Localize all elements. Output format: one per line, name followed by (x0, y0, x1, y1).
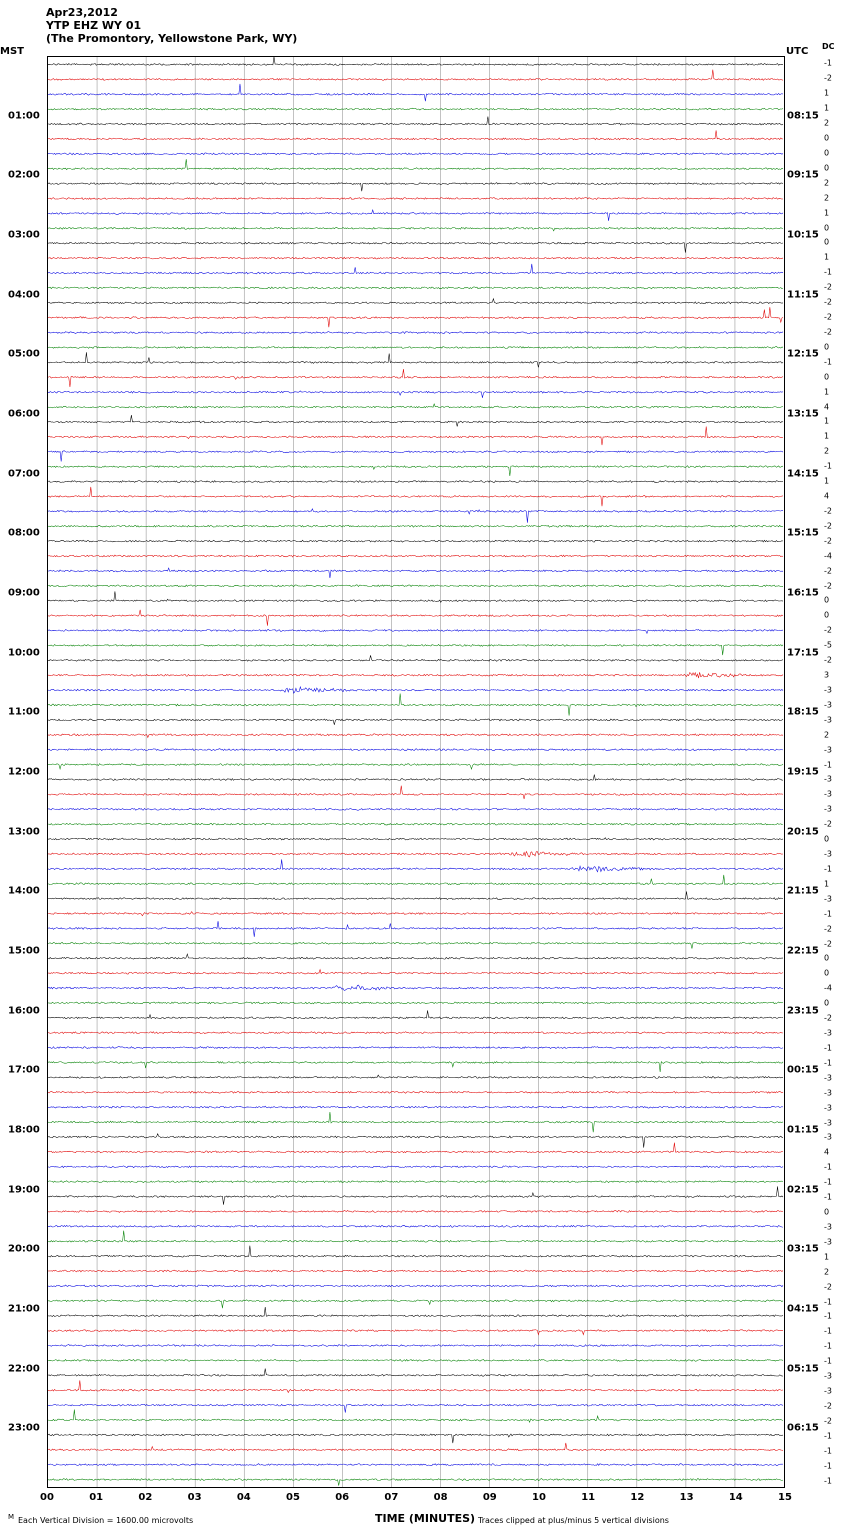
dc-value: -3 (824, 894, 832, 904)
time-tick-mst: 12:00 (8, 766, 40, 778)
dc-value: 0 (824, 953, 830, 963)
time-tick-utc: 08:15 (787, 110, 819, 122)
dc-value: 1 (824, 1252, 830, 1262)
x-tick-label: 02 (138, 1492, 153, 1503)
trace-layer (48, 57, 784, 1487)
time-tick-utc: 04:15 (787, 1303, 819, 1315)
dc-value: -1 (824, 1058, 832, 1068)
time-tick-utc: 18:15 (787, 706, 819, 718)
dc-value: -4 (824, 551, 832, 561)
time-tick-mst: 05:00 (8, 348, 40, 360)
dc-value: -2 (824, 581, 832, 591)
time-tick-mst: 19:00 (8, 1184, 40, 1196)
dc-value: -1 (824, 1162, 832, 1172)
dc-value: 1 (824, 416, 830, 426)
time-tick-mst: 17:00 (8, 1064, 40, 1076)
time-tick-mst: 14:00 (8, 885, 40, 897)
x-tick-label: 00 (40, 1492, 54, 1503)
x-tick-label: 14 (728, 1492, 743, 1503)
microvolt-symbol: M (8, 1513, 15, 1521)
dc-value: -1 (824, 1356, 832, 1366)
x-tick-label: 12 (630, 1492, 645, 1503)
x-tick-label: 03 (187, 1492, 202, 1503)
dc-value: 0 (824, 1207, 830, 1217)
dc-value: 0 (824, 237, 830, 247)
x-tick-label: 13 (679, 1492, 694, 1503)
time-tick-utc: 13:15 (787, 408, 819, 420)
time-tick-utc: 21:15 (787, 885, 819, 897)
chart-header (46, 6, 297, 45)
dc-value: -2 (824, 521, 832, 531)
time-tick-mst: 20:00 (8, 1243, 40, 1255)
time-tick-mst: 02:00 (8, 169, 40, 181)
time-tick-utc: 10:15 (787, 229, 819, 241)
dc-value: -2 (824, 297, 832, 307)
time-tick-mst: 15:00 (8, 945, 40, 957)
dc-value: -1 (824, 1326, 832, 1336)
dc-value: -1 (824, 1311, 832, 1321)
dc-value: -3 (824, 1088, 832, 1098)
time-tick-utc: 11:15 (787, 289, 819, 301)
dc-value: 0 (824, 610, 830, 620)
dc-value: -1 (824, 267, 832, 277)
x-tick-label: 04 (236, 1492, 251, 1503)
time-tick-utc: 00:15 (787, 1064, 819, 1076)
dc-value: -3 (824, 849, 832, 859)
dc-value: 2 (824, 178, 830, 188)
footer-clip-note: Traces clipped at plus/minus 5 vertical divisions (478, 1516, 669, 1525)
dc-value: -3 (824, 700, 832, 710)
dc-value: 2 (824, 1267, 830, 1277)
dc-value: -3 (824, 1028, 832, 1038)
time-tick-mst: 01:00 (8, 110, 40, 122)
dc-value: 0 (824, 372, 830, 382)
dc-value: -2 (824, 924, 832, 934)
dc-value: -3 (824, 804, 832, 814)
dc-value: -1 (824, 1297, 832, 1307)
dc-value: -1 (824, 1476, 832, 1486)
dc-value: -2 (824, 312, 832, 322)
header-location: (The Promontory, Yellowstone Park, WY) (46, 32, 298, 45)
dc-value: 1 (824, 88, 830, 98)
x-tick-label: 09 (482, 1492, 497, 1503)
time-tick-utc: 05:15 (787, 1363, 819, 1375)
dc-value: -1 (824, 909, 832, 919)
time-tick-utc: 16:15 (787, 587, 819, 599)
time-tick-mst: 10:00 (8, 647, 40, 659)
time-tick-utc: 22:15 (787, 945, 819, 957)
dc-value: 0 (824, 163, 830, 173)
dc-value: 0 (824, 133, 830, 143)
dc-value: -3 (824, 1222, 832, 1232)
x-tick-label: 07 (384, 1492, 399, 1503)
dc-value: -3 (824, 1073, 832, 1083)
dc-value: -2 (824, 1401, 832, 1411)
dc-value: 0 (824, 595, 830, 605)
dc-value: 1 (824, 431, 830, 441)
time-tick-mst: 11:00 (8, 706, 40, 718)
dc-value: 1 (824, 476, 830, 486)
time-tick-utc: 23:15 (787, 1005, 819, 1017)
time-tick-mst: 04:00 (8, 289, 40, 301)
time-tick-mst: 21:00 (8, 1303, 40, 1315)
x-tick-label: 11 (581, 1492, 596, 1503)
dc-value: -3 (824, 1118, 832, 1128)
dc-value: 2 (824, 118, 830, 128)
dc-value: 0 (824, 223, 830, 233)
time-tick-utc: 09:15 (787, 169, 819, 181)
dc-value: 2 (824, 193, 830, 203)
footer-x-title: TIME (MINUTES) (375, 1512, 476, 1525)
dc-value: 2 (824, 730, 830, 740)
dc-value: -3 (824, 685, 832, 695)
dc-value: -3 (824, 1386, 832, 1396)
time-tick-utc: 03:15 (787, 1243, 819, 1255)
header-date: Apr23,2012 (46, 6, 118, 19)
x-tick-label: 10 (532, 1492, 546, 1503)
dc-value: -1 (824, 58, 832, 68)
time-tick-utc: 02:15 (787, 1184, 819, 1196)
dc-value: -3 (824, 1132, 832, 1142)
dc-value: 1 (824, 387, 830, 397)
dc-value: -2 (824, 506, 832, 516)
x-tick-label: 05 (286, 1492, 300, 1503)
time-tick-utc: 14:15 (787, 468, 819, 480)
dc-value: 2 (824, 446, 830, 456)
x-tick-label: 06 (335, 1492, 350, 1503)
dc-value: 1 (824, 252, 830, 262)
axis-label-mst: MST (0, 46, 24, 57)
dc-value: 0 (824, 968, 830, 978)
dc-value: -2 (824, 939, 832, 949)
dc-value: 1 (824, 208, 830, 218)
dc-value: -2 (824, 327, 832, 337)
dc-value: 4 (824, 491, 830, 501)
dc-value: 0 (824, 834, 830, 844)
dc-value: 1 (824, 879, 830, 889)
dc-value: 0 (824, 998, 830, 1008)
dc-value: -1 (824, 357, 832, 367)
time-tick-mst: 18:00 (8, 1124, 40, 1136)
dc-value: -2 (824, 73, 832, 83)
x-tick-label: 08 (433, 1492, 448, 1503)
dc-value: -1 (824, 1446, 832, 1456)
dc-value: -3 (824, 715, 832, 725)
dc-value: -2 (824, 625, 832, 635)
dc-value: -3 (824, 789, 832, 799)
dc-value: -1 (824, 1043, 832, 1053)
time-tick-utc: 12:15 (787, 348, 819, 360)
dc-value: -1 (824, 461, 832, 471)
dc-value: -2 (824, 536, 832, 546)
dc-value: -1 (824, 1431, 832, 1441)
dc-value: -1 (824, 1461, 832, 1471)
time-tick-mst: 06:00 (8, 408, 40, 420)
dc-value: -2 (824, 1013, 832, 1023)
dc-value: -3 (824, 774, 832, 784)
dc-value: 3 (824, 670, 830, 680)
time-tick-mst: 23:00 (8, 1422, 40, 1434)
x-tick-label: 01 (89, 1492, 104, 1503)
time-tick-mst: 07:00 (8, 468, 40, 480)
dc-value: -2 (824, 282, 832, 292)
dc-value: 4 (824, 1147, 830, 1157)
dc-value: -3 (824, 745, 832, 755)
time-tick-utc: 15:15 (787, 527, 819, 539)
dc-value: -4 (824, 983, 832, 993)
dc-value: -5 (824, 640, 832, 650)
dc-value: -2 (824, 1416, 832, 1426)
dc-value: -3 (824, 1103, 832, 1113)
time-tick-mst: 13:00 (8, 826, 40, 838)
footer-scale-note: Each Vertical Division = 1600.00 microvolts (18, 1516, 194, 1525)
dc-value: -3 (824, 1237, 832, 1247)
time-tick-mst: 03:00 (8, 229, 40, 241)
time-tick-utc: 06:15 (787, 1422, 819, 1434)
time-tick-mst: 09:00 (8, 587, 40, 599)
time-tick-mst: 22:00 (8, 1363, 40, 1375)
dc-value: -2 (824, 819, 832, 829)
dc-value: 0 (824, 342, 830, 352)
axis-label-dc: DC (822, 42, 835, 51)
dc-value: -1 (824, 1177, 832, 1187)
time-tick-utc: 01:15 (787, 1124, 819, 1136)
dc-value: -1 (824, 1192, 832, 1202)
seismogram-plot (47, 56, 785, 1488)
x-tick-label: 15 (778, 1492, 792, 1503)
time-tick-utc: 20:15 (787, 826, 819, 838)
header-station: YTP EHZ WY 01 (46, 19, 142, 32)
dc-value: -2 (824, 1282, 832, 1292)
dc-value: 1 (824, 103, 830, 113)
dc-value: 0 (824, 148, 830, 158)
dc-value: -2 (824, 566, 832, 576)
time-tick-utc: 19:15 (787, 766, 819, 778)
dc-value: -2 (824, 655, 832, 665)
dc-value: -3 (824, 1371, 832, 1381)
dc-value: 4 (824, 402, 830, 412)
time-tick-mst: 16:00 (8, 1005, 40, 1017)
time-tick-mst: 08:00 (8, 527, 40, 539)
axis-label-utc: UTC (786, 46, 809, 57)
time-tick-utc: 17:15 (787, 647, 819, 659)
dc-value: -1 (824, 760, 832, 770)
dc-value: -1 (824, 864, 832, 874)
dc-value: -1 (824, 1341, 832, 1351)
